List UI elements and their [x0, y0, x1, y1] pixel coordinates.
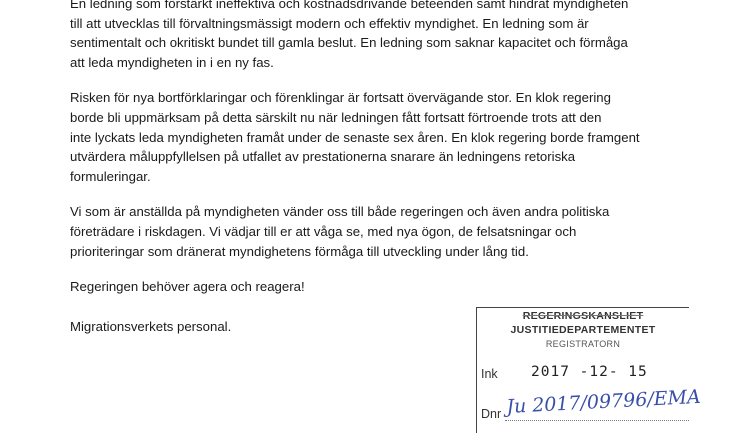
stamp-registrar: REGISTRATORN: [545, 339, 621, 349]
paragraph-1: [70, 0, 710, 72]
paragraph-line: sentimentalt och okritiskt bundet till gamla beslut. En ledning som saknar kapacitet och förmåga: [70, 35, 628, 51]
signature: Migrationsverkets personal.: [70, 319, 232, 334]
paragraph-line: prioriteringar som dränerat myndighetens förmåga till utveckling under lång tid.: [70, 243, 529, 259]
stamp-diary-number: Ju 2017/09796/EMA: [505, 385, 702, 418]
paragraph-line: Vi som är anställda på myndigheten vänder oss till både regeringen och även andra politiska: [70, 204, 610, 220]
stamp-received-date: 2017 -12- 15: [531, 364, 648, 380]
paragraph-3: [70, 202, 710, 261]
paragraph-4: [70, 277, 710, 297]
letter-body: [70, 0, 710, 297]
paragraph-line: företrädare i riskdagen. Vi vädjar till er att våga se, med nya ögon, de felsatsningar och: [70, 223, 577, 239]
stamp-ministry-office: REGERINGSKANSLIET: [522, 310, 644, 322]
paragraph-line: Regeringen behöver agera och reagera!: [70, 279, 305, 295]
registration-stamp: [476, 307, 702, 433]
paragraph-2: [70, 88, 710, 186]
paragraph-line: borde bli uppmärksam på detta särskilt nu när ledningen fått fortsatt förtroende trots att den: [70, 109, 602, 125]
paragraph-line: att leda myndigheten in i en ny fas.: [70, 54, 274, 70]
paragraph-line: En ledning som förstärkt ineffektiva och kostnadsdrivande beteenden samt hindrat myndigheten: [70, 0, 629, 11]
stamp-ink-label: Ink: [481, 367, 498, 381]
paragraph-line: till att utvecklas till förvaltningsmässigt modern och effektiv myndighet. En ledning som är: [70, 15, 589, 31]
paragraph-line: inte lyckats leda myndigheten framåt under de senaste sex åren. En klok regering borde framgent: [70, 129, 640, 145]
paragraph-line: Risken för nya bortförklaringar och förenklingar är fortsatt övervägande stor. En klok regering: [70, 90, 611, 106]
stamp-dnr-label: Dnr: [481, 407, 502, 421]
stamp-department: JUSTITIEDEPARTEMENTET: [510, 324, 656, 336]
stamp-dnr-underline: [505, 420, 689, 421]
paragraph-line: formuleringar.: [70, 168, 151, 184]
paragraph-line: utvärdera måluppfyllelsen på utfallet av prestationerna snarare än ledningens retoriska: [70, 149, 576, 165]
